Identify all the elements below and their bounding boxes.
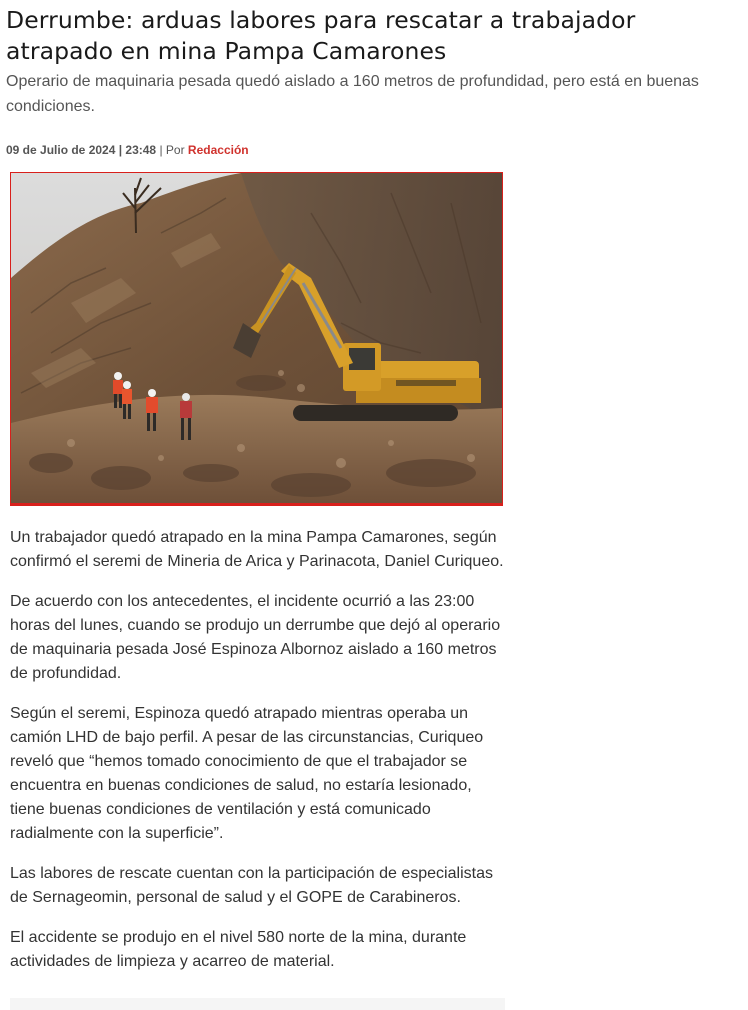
author-link[interactable]: Redacción (187, 143, 249, 157)
excavator-mine-photo (11, 173, 502, 503)
article-subtitle: Operario de maquinaria pesada quedó aislado a 160 metros de profundidad, pero está en buenas condiciones. (6, 73, 699, 115)
paragraph-1: Un trabajador quedó atrapado en la mina Pampa Camarones, según confirmó el seremi de Mineria de Arica y Parinacota, Daniel Curiqueo. (10, 529, 504, 570)
paragraph-2: De acuerdo con los antecedentes, el incidente ocurrió a las 23:00 horas del lunes, cuando se produjo un derrumbe que dejó al operario de maquinaria pesada José Espinoza Albornoz aislado a 160 metros de profundidad. (10, 593, 501, 682)
paragraph-5: El accidente se produjo en el nivel 580 norte de la mina, durante actividades de limpieza y acarreo de material. (10, 929, 467, 970)
paragraph-4: Las labores de rescate cuentan con la participación de especialistas de Sernageomin, personal de salud y el GOPE de Carabineros. (10, 865, 493, 906)
byline-separator: | Por (159, 143, 185, 157)
article-body (10, 526, 505, 990)
publish-date: 09 de Julio de 2024 | 23:48 (6, 143, 157, 157)
paragraph-3: Según el seremi, Espinoza quedó atrapado mientras operaba un camión LHD de bajo perfil. A pesar de las circunstancias, Curiqueo reveló que “hemos tomado conocimiento de que el trabajador se encuentra en buenas condiciones de salud, no estaría lesionado, tiene buenas condiciones de ventilación y está comunicado radialmente con la superficie”. (10, 705, 484, 842)
article-meta (6, 142, 249, 158)
next-content-strip (10, 998, 505, 1010)
article-photo (10, 172, 503, 506)
article-headline: Derrumbe: arduas labores para rescatar a trabajador atrapado en mina Pampa Camarones (6, 6, 636, 65)
